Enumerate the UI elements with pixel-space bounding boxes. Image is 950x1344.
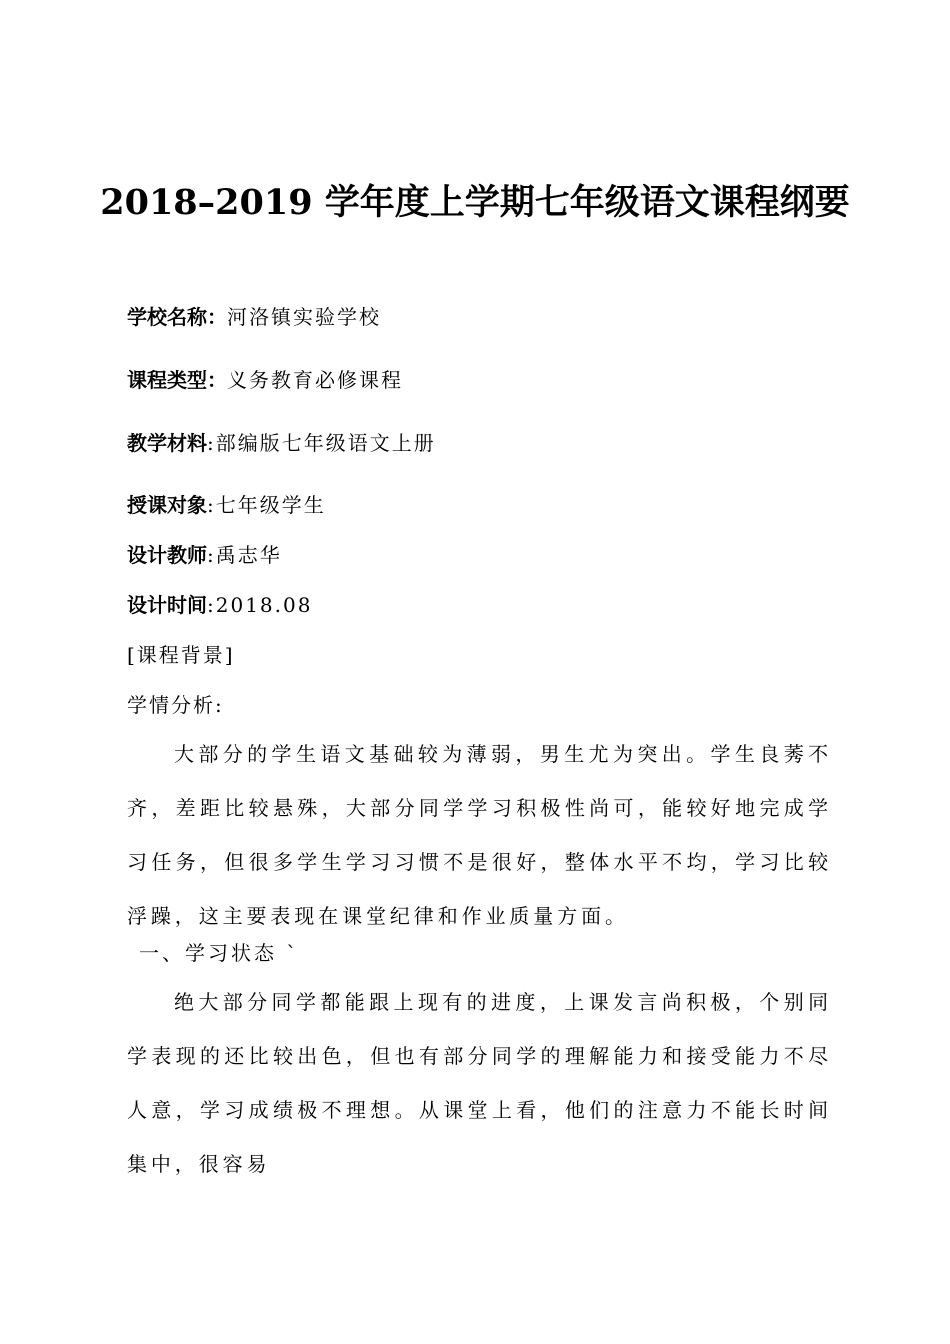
field-label: 授课对象 <box>127 493 207 517</box>
field-value: :部编版七年级语文上册 <box>207 431 436 455</box>
field-label: 设计教师 <box>127 543 207 567</box>
field-value: :2018.08 <box>207 593 313 617</box>
field-label: 课程类型： <box>127 368 227 392</box>
learning-analysis-heading: 学情分析: <box>127 693 224 717</box>
document-title: 2018–2019 学年度上学期七年级语文课程纲要 <box>100 182 850 223</box>
course-background-heading: [课程背景] <box>127 643 235 667</box>
field-course-type <box>127 365 403 395</box>
field-value: 河洛镇实验学校 <box>227 305 381 329</box>
field-label: 设计时间 <box>127 593 207 617</box>
field-designer <box>127 540 282 570</box>
field-value: :七年级学生 <box>207 493 326 517</box>
field-label: 教学材料 <box>127 431 207 455</box>
field-audience <box>127 490 326 520</box>
field-school-name <box>127 302 381 332</box>
analysis-paragraph: 大部分的学生语文基础较为薄弱，男生尤为突出。学生良莠不齐，差距比较悬殊，大部分同学学习积极性尚可，能较好地完成学习任务，但很多学生学习习惯不是很好，整体水平不均，学习比较浮躁，这主要表现在课堂纪律和作业质量方面。 <box>127 742 832 928</box>
field-value: 义务教育必修课程 <box>227 368 403 392</box>
field-teaching-material <box>127 428 436 458</box>
field-value: :禹志华 <box>207 543 282 567</box>
learning-state-paragraph: 绝大部分同学都能跟上现有的进度，上课发言尚积极，个别同学表现的还比较出色，但也有部分同学的理解能力和接受能力不尽人意，学习成绩极不理想。从课堂上看，他们的注意力不能长时间集中，很容易 <box>127 990 832 1176</box>
field-label: 学校名称： <box>127 305 227 329</box>
section-heading-learning-state: 一、学习状态 ` <box>139 941 300 965</box>
field-design-time <box>127 590 312 620</box>
